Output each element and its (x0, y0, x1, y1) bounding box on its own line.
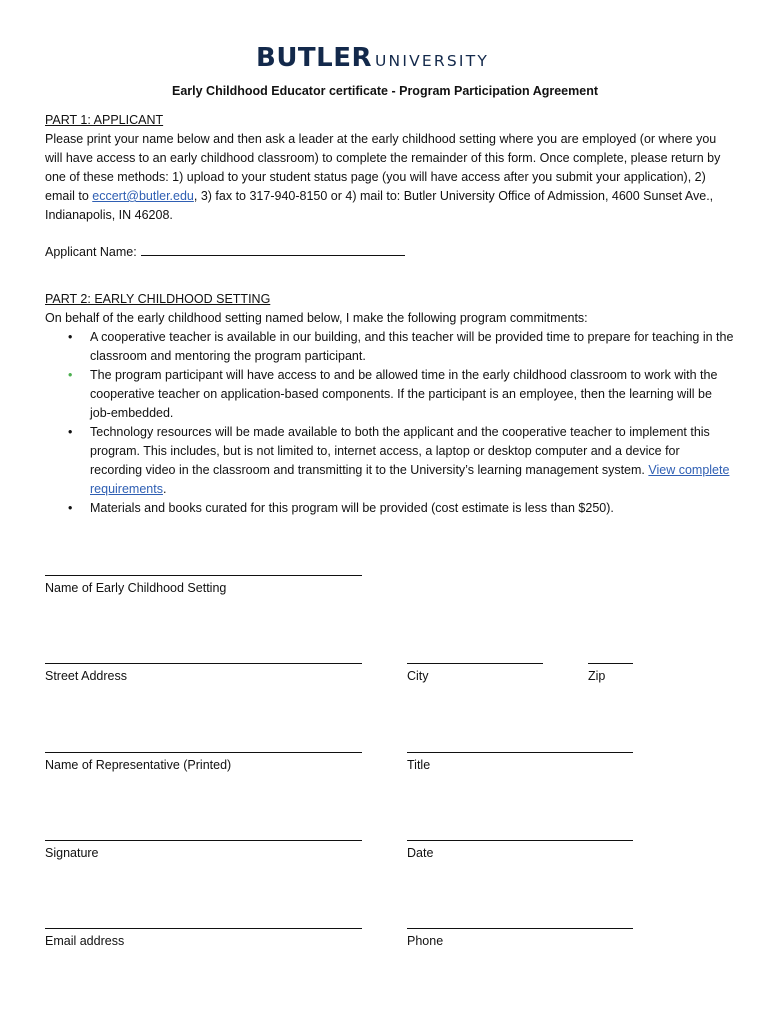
bullet-icon: • (68, 425, 73, 439)
view-requirements-link[interactable]: View complete requirements (90, 463, 730, 496)
bullet-icon: • (68, 501, 73, 515)
commitment-item (68, 499, 735, 518)
signature-line (45, 840, 362, 841)
city-label: City (407, 669, 429, 683)
phone-label: Phone (407, 934, 444, 948)
document-title: Early Childhood Educator certificate - Program Participation Agreement (171, 84, 598, 98)
butler-university-logo (256, 43, 489, 73)
part1-section (45, 111, 735, 225)
representative-name-field[interactable] (45, 752, 362, 773)
zip-line (588, 663, 633, 664)
commitment-text-end: . (162, 482, 167, 496)
email-address-label: Email address (45, 934, 125, 948)
setting-name-label: Name of Early Childhood Setting (45, 581, 227, 595)
part1-instructions (45, 130, 735, 225)
setting-name-line (45, 575, 362, 576)
part1-heading: PART 1: APPLICANT (45, 113, 164, 127)
bullet-icon: • (68, 330, 73, 344)
title-field[interactable] (407, 752, 633, 773)
city-field[interactable] (407, 663, 543, 684)
city-line (407, 663, 543, 664)
zip-field[interactable] (588, 663, 633, 684)
date-label: Date (407, 846, 434, 860)
commitment-text: The program participant will have access to and be allowed time in the early childhood classroom to work with the cooperative teacher on application-based components. If the participant is an employee, then the learning will be job-embedded. (90, 368, 718, 420)
representative-name-line (45, 752, 362, 753)
representative-name-label: Name of Representative (Printed) (45, 758, 232, 772)
email-address-field[interactable] (45, 928, 362, 949)
commitment-item (68, 328, 735, 366)
title-line (407, 752, 633, 753)
signature-field[interactable] (45, 840, 362, 861)
commitment-text: Materials and books curated for this program will be provided (cost estimate is less than $250). (90, 501, 614, 515)
date-line (407, 840, 633, 841)
logo-university-text: UNIVERSITY (375, 52, 490, 70)
part2-intro: On behalf of the early childhood setting named below, I make the following program commitments: (45, 311, 588, 325)
part2-heading: PART 2: EARLY CHILDHOOD SETTING (45, 292, 271, 306)
street-address-label: Street Address (45, 669, 127, 683)
signature-label: Signature (45, 846, 99, 860)
part1-text-after-email: , 3) fax to 317-940-8150 or 4) mail to: Butler University Office of Admission, 4600 Sunset Ave., Indianapolis, IN 46208. (45, 189, 714, 222)
zip-label: Zip (588, 669, 606, 683)
commitments-list (45, 328, 735, 518)
street-address-line (45, 663, 362, 664)
setting-name-field[interactable] (45, 575, 362, 596)
email-address-line (45, 928, 362, 929)
part1-text-before-email: Please print your name below and then ask a leader at the early childhood setting where you are employed (or where you will have access to an early childhood classroom) to complete the remainder of this form. Once complete, please return by one of these methods: 1) upload to your student status page (you will have access after you submit your application), 2) email to (45, 132, 721, 203)
date-field[interactable] (407, 840, 633, 861)
applicant-name-label: Applicant Name: (45, 245, 137, 259)
commitment-item (68, 366, 735, 423)
street-address-field[interactable] (45, 663, 362, 684)
email-link[interactable]: eccert@butler.edu (92, 189, 194, 203)
commitment-item (68, 423, 735, 499)
part2-section (45, 290, 735, 518)
applicant-name-row (45, 241, 405, 262)
title-label: Title (407, 758, 431, 772)
phone-field[interactable] (407, 928, 633, 949)
logo-butler-text: BUTLER (256, 43, 373, 73)
bullet-icon: • (68, 368, 73, 382)
phone-line (407, 928, 633, 929)
applicant-name-field[interactable] (141, 241, 405, 256)
commitment-text: Technology resources will be made available to both the applicant and the cooperative teacher to implement this program. This includes, but is not limited to, internet access, a laptop or desktop computer and a device for recording video in the classroom and transmitting it to the University’s learning management system. (90, 425, 710, 477)
commitment-text: A cooperative teacher is available in our building, and this teacher will be provided time to prepare for teaching in the classroom and mentoring the program participant. (90, 330, 734, 363)
